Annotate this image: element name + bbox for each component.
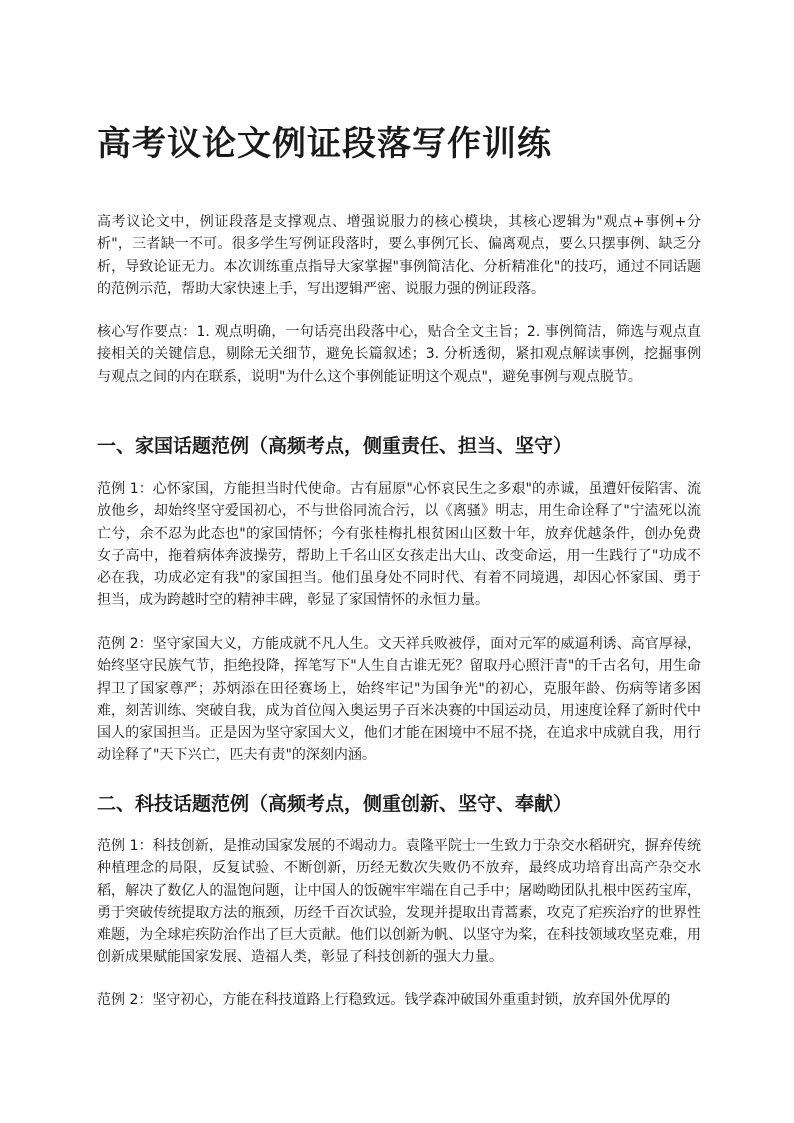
example-paragraph: 范例 2：坚守家国大义，方能成就不凡人生。文天祥兵败被俘，面对元军的威逼利诱、高官厚禄，始终坚守民族气节，拒绝投降，挥笔写下"人生自古谁无死？留取丹心照汗青"的千古名句，用生命捍卫了国家尊严；苏炳添在田径赛场上，始终牢记"为国争光"的初心，克服年龄、伤病等诸多困难，刻苦训练、突破自我，成为首位闯入奥运男子百米决赛的中国运动员，用速度诠释了新时代中国人的家国担当。正是因为坚守家国大义，他们才能在困境中不屈不挠，在追求中成就自我，用行动诠释了"天下兴亡，匹夫有责"的深刻内涵。 — [97, 636, 701, 764]
key-points-paragraph: 核心写作要点：1. 观点明确，一句话亮出段落中心，贴合全文主旨；2. 事例简洁，筛选与观点直接相关的关键信息，剔除无关细节，避免长篇叙述；3. 分析透彻，紧扣观点解读事例，挖掘事例与观点之间的内在联系，说明"为什么这个事例能证明这个观点"，避免事例与观点脱节。 — [97, 324, 701, 385]
section-heading-technology: 二、科技话题范例（高频考点，侧重创新、坚守、奉献） — [97, 793, 573, 815]
example-paragraph: 范例 2：坚守初心，方能在科技道路上行稳致远。钱学森冲破国外重重封锁，放弃国外优厚的 — [97, 992, 671, 1008]
page-title: 高考议论文例证段落写作训练 — [97, 124, 552, 164]
section-heading-family-country: 一、家国话题范例（高频考点，侧重责任、担当、坚守） — [97, 435, 573, 457]
example-paragraph: 范例 1：心怀家国，方能担当时代使命。古有屈原"心怀哀民生之多艰"的赤诚，虽遭奸佞陷害、流放他乡，却始终坚守爱国初心，不与世俗同流合污，以《离骚》明志，用生命诠释了"宁溘死以流亡兮，余不忍为此态也"的家国情怀；今有张桂梅扎根贫困山区数十年，放弃优越条件，创办免费女子高中，拖着病体奔波操劳，帮助上千名山区女孩走出大山、改变命运，用一生践行了"功成不必在我，功成必定有我"的家国担当。他们虽身处不同时代、有着不同境遇，却因心怀家国、勇于担当，成为跨越时空的精神丰碑，彰显了家国情怀的永恒力量。 — [97, 481, 701, 609]
example-paragraph: 范例 1：科技创新，是推动国家发展的不竭动力。袁隆平院士一生致力于杂交水稻研究，摒弃传统种植理念的局限，反复试验、不断创新，历经无数次失败仍不放弃，最终成功培育出高产杂交水稻，解决了数亿人的温饱问题，让中国人的饭碗牢牢端在自己手中；屠呦呦团队扎根中医药宝库，勇于突破传统提取方法的瓶颈，历经千百次试验，发现并提取出青蒿素，攻克了疟疾治疗的世界性难题，为全球疟疾防治作出了巨大贡献。他们以创新为帆、以坚守为桨，在科技领域攻坚克难，用创新成果赋能国家发展、造福人类，彰显了科技创新的强大力量。 — [97, 838, 701, 966]
intro-paragraph: 高考议论文中，例证段落是支撑观点、增强说服力的核心模块，其核心逻辑为"观点+事例+分析"，三者缺一不可。很多学生写例证段落时，要么事例冗长、偏离观点，要么只摆事例、缺乏分析，导致论证无力。本次训练重点指导大家掌握"事例简洁化、分析精准化"的技巧，通过不同话题的范例示范，帮助大家快速上手，写出逻辑严密、说服力强的例证段落。 — [97, 214, 701, 297]
